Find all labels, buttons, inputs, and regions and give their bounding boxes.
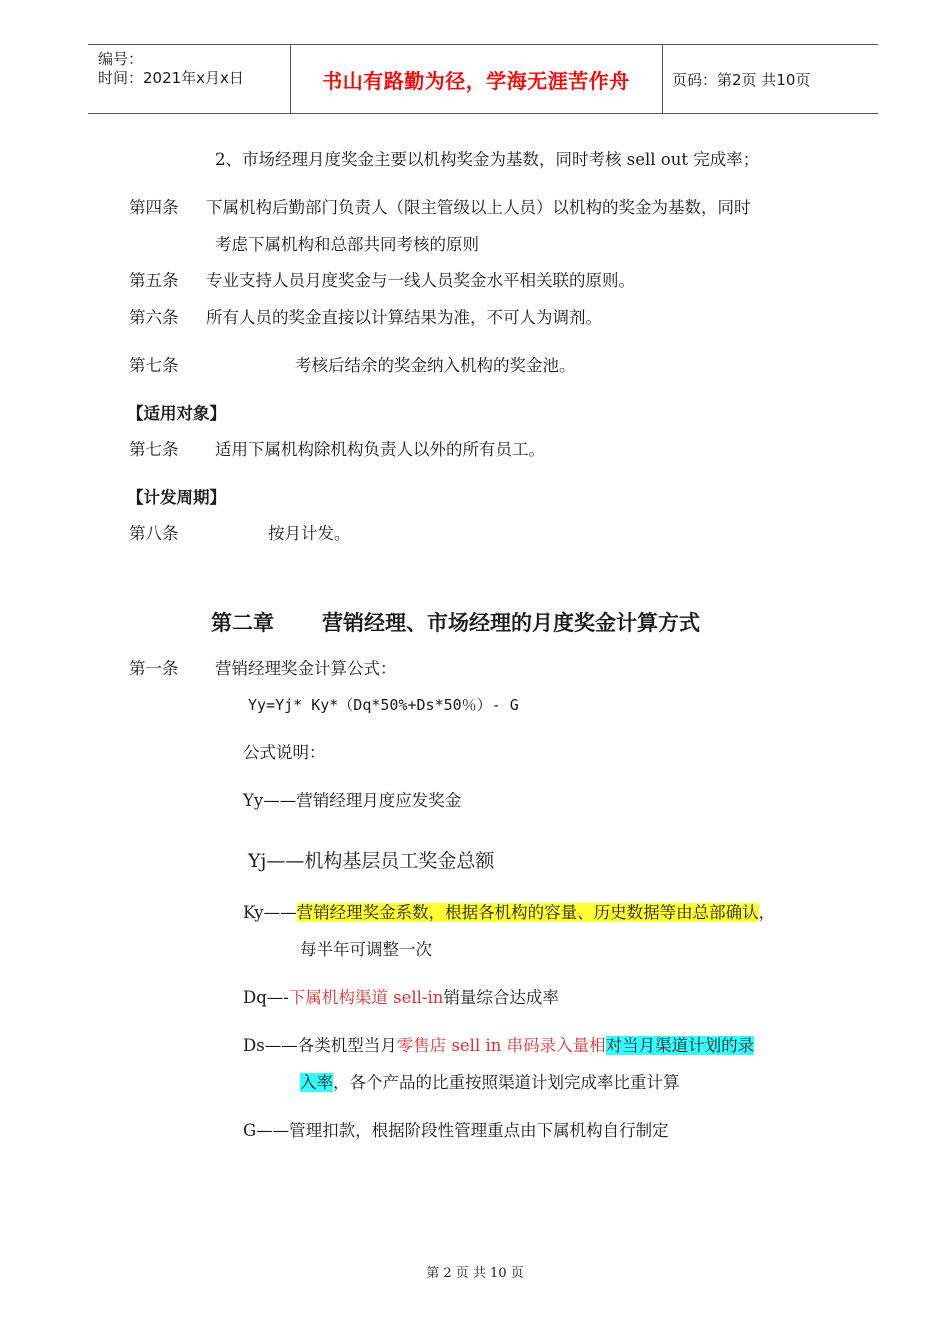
page-footer: 第 2 页 共 10 页 <box>426 1266 524 1281</box>
definition-ky-highlight: 营销经理奖金系数，根据各机构的容量、历史数据等由总部确认 <box>296 903 759 922</box>
definition-ds-highlight-2: 入率 <box>300 1073 333 1092</box>
article-5-text: 专业支持人员月度奖金与一线人员奖金水平相关联的原则。 <box>206 271 635 290</box>
chapter-title: 营销经理、市场经理的月度奖金计算方式 <box>322 610 700 635</box>
definition-ky-line-2: 每半年可调整一次 <box>300 940 432 959</box>
definition-ds-highlight-1: 对当月渠道计划的录 <box>605 1036 755 1055</box>
formula-note: 公式说明： <box>243 743 326 762</box>
definition-yy: Yy——营销经理月度应发奖金 <box>243 791 462 810</box>
definition-g: G——管理扣款，根据阶段性管理重点由下属机构自行制定 <box>243 1121 669 1140</box>
chapter-heading <box>211 607 700 637</box>
chapter2-article-1-text: 营销经理奖金计算公式： <box>215 659 397 678</box>
header-time-label: 时间：2021年x月x日 <box>98 69 244 87</box>
definition-ds-line-2 <box>300 1073 680 1093</box>
article-6-text: 所有人员的奖金直接以计算结果为准，不可人为调剂。 <box>206 308 602 327</box>
definition-yj: Yj——机构基层员工奖金总额 <box>248 850 495 872</box>
article-7-number: 第七条 <box>129 356 179 375</box>
definition-ky <box>243 903 775 923</box>
header-page-info: 页码：第2页 共10页 <box>672 70 811 89</box>
header-number-label: 编号： <box>98 50 144 68</box>
chapter-number: 第二章 <box>211 610 274 635</box>
header-meta <box>98 50 288 88</box>
definition-ds-red: 零售店 sell in 串码录入量相 <box>396 1036 606 1055</box>
header-divider-right <box>662 45 663 113</box>
heading-scope: 【适用对象】 <box>127 404 226 423</box>
item-2: 2、市场经理月度奖金主要以机构奖金为基数，同时考核 sell out 完成率； <box>215 150 760 169</box>
definition-ds-prefix: Ds——各类机型当月 <box>243 1036 397 1055</box>
definition-ky-suffix: ， <box>758 903 776 922</box>
definition-dq-red: 下属机构渠道 sell-in <box>288 988 444 1007</box>
definition-ds-suffix: ，各个产品的比重按照渠道计划完成率比重计算 <box>333 1073 680 1092</box>
article-4-number: 第四条 <box>129 198 179 217</box>
article-5-number: 第五条 <box>129 271 179 290</box>
header-motto: 书山有路勤为径，学海无涯苦作舟 <box>322 68 630 93</box>
definition-dq <box>243 988 559 1008</box>
heading-period: 【计发周期】 <box>127 488 226 507</box>
article-7-text: 考核后结余的奖金纳入机构的奖金池。 <box>295 356 576 375</box>
definition-dq-suffix: 销量综合达成率 <box>443 988 559 1007</box>
article-7b-text: 适用下属机构除机构负责人以外的所有员工。 <box>215 440 545 459</box>
chapter2-article-1-number: 第一条 <box>129 659 179 678</box>
definition-dq-prefix: Dq—- <box>243 988 289 1007</box>
definition-ky-prefix: Ky—— <box>243 903 297 922</box>
article-4-line-2: 考虑下属机构和总部共同考核的原则 <box>215 235 479 254</box>
article-8-number: 第八条 <box>129 524 179 543</box>
article-8-text: 按月计发。 <box>268 524 351 543</box>
formula: Yy=Yj* Ky*（Dq*50%+Ds*50％）- G <box>248 696 519 714</box>
page-header <box>88 44 878 114</box>
article-4-line-1: 下属机构后勤部门负责人（限主管级以上人员）以机构的奖金为基数，同时 <box>206 198 751 217</box>
article-6-number: 第六条 <box>129 308 179 327</box>
definition-ds <box>243 1036 754 1056</box>
article-7b-number: 第七条 <box>129 440 179 459</box>
